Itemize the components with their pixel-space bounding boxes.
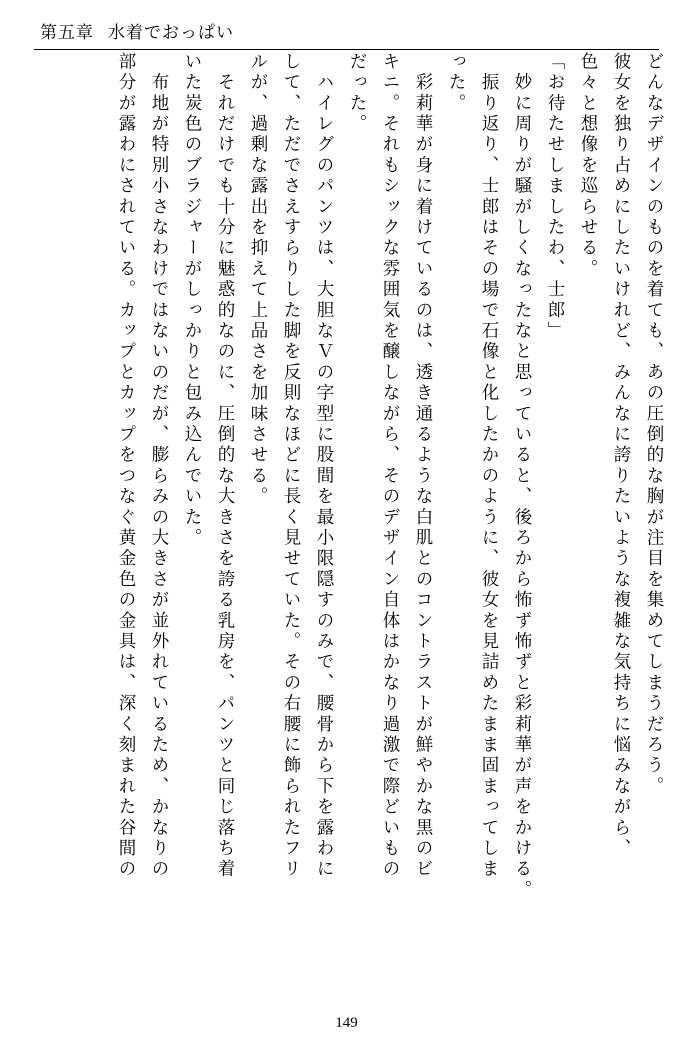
text-line: キニ。それもシックな雰囲気を醸しながら、そのデザイン自体はかなり過激で際どいもの	[381, 52, 401, 880]
text-line: どんなデザインのものを着ても、あの圧倒的な胸が注目を集めてしまうだろう。	[645, 52, 665, 798]
text-line: ハイレグのパンツは、大胆なＶの字型に股間を最小限隠すのみで、腰骨から下を露わに	[315, 52, 335, 880]
header-divider	[34, 49, 659, 50]
text-line: 振り返り、士郎はその場で石像と化したかのように、彼女を見詰めたまま固まってしま	[480, 52, 500, 880]
text-line: 妙に周りが騒がしくなったなと思っていると、後ろから怖ず怖ずと彩莉華が声をかける。	[513, 52, 533, 901]
text-line: 布地が特別小さなわけではないのだが、膨らみの大きさが並外れているため、かなりの	[150, 52, 170, 880]
text-line: それだけでも十分に魅惑的なのに、圧倒的な大きさを誇る乳房を、パンツと同じ落ち着	[216, 52, 236, 880]
chapter-number: 第五章	[40, 23, 94, 42]
text-line: だった。	[348, 52, 368, 135]
text-line: 「お待たせしましたわ、士郎」	[546, 52, 566, 342]
page-header	[40, 18, 663, 43]
text-line: いた炭色のブラジャーがしっかりと包み込んでいた。	[183, 52, 203, 549]
text-line: ルが、過剰な露出を抑えて上品さを加味させる。	[249, 52, 269, 508]
text-line: 彼女を独り占めにしたいけれど、みんなに誇りたいような複雑な気持ちに悩みながら、	[612, 52, 632, 860]
page-number: 149	[335, 1015, 358, 1031]
text-line: 部分が露わにされている。カップとカップをつなぐ黄金色の金具は、深く刻まれた谷間の	[117, 52, 137, 880]
text-line: った。	[447, 52, 467, 115]
chapter-title: 水着でおっぱい	[108, 23, 234, 42]
text-line: 彩莉華が身に着けているのは、透き通るような白肌とのコントラストが鮮やかな黒のビ	[414, 52, 434, 880]
body-text	[30, 52, 663, 994]
text-line: 色々と想像を巡らせる。	[579, 52, 599, 280]
text-line: して、ただでさえすらりした脚を反則なほどに長く見せていた。その右腰に飾られたフリ	[282, 52, 302, 880]
